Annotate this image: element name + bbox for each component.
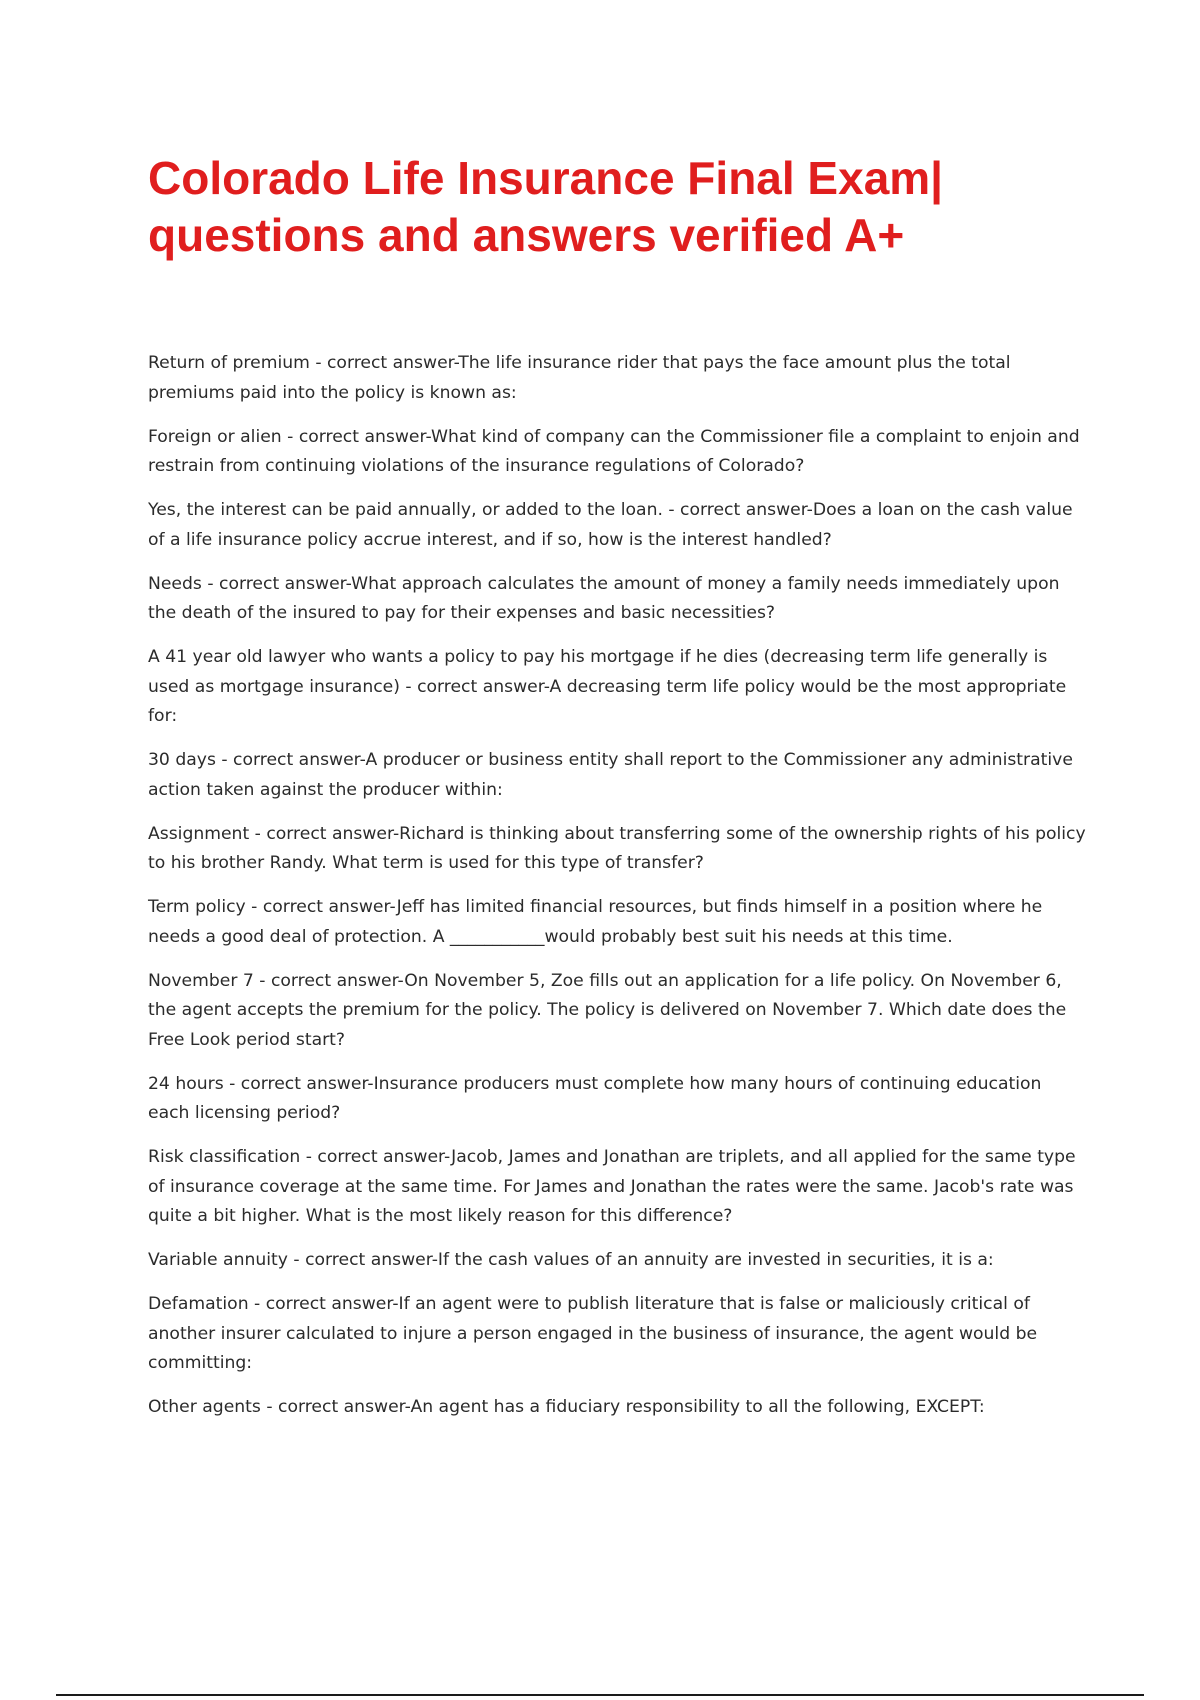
qa-item: Risk classification - correct answer-Jacob, James and Jonathan are triplets, and all applied for the same type of insurance coverage at the same time. For James and Jonathan the rates were the same. Jacob's rate was quite a bit higher. What is the most likely reason for this difference? [148,1147,1076,1226]
bottom-divider [56,1694,1144,1696]
qa-item: A 41 year old lawyer who wants a policy to pay his mortgage if he dies (decreasing term life generally is used as mortgage insurance) - correct answer-A decreasing term life policy would be the most appropriate for: [148,647,1067,726]
qa-item: November 7 - correct answer-On November 5, Zoe fills out an application for a life policy. On November 6, the agent accepts the premium for the policy. The policy is delivered on November 7. Which date does the Free Look period start? [148,970,1067,1050]
title-line-2: questions and answers verified A+ [148,209,905,261]
qa-item: Foreign or alien - correct answer-What kind of company can the Commissioner file a complaint to enjoin and restrain from continuing violations of the insurance regulations of Colorado? [148,426,1080,476]
qa-item: 24 hours - correct answer-Insurance producers must complete how many hours of continuing education each licensing period? [148,1073,1042,1123]
title-line-1: Colorado Life Insurance Final Exam| [148,152,944,204]
qa-item: Yes, the interest can be paid annually, or added to the loan. - correct answer-Does a loan on the cash value of a life insurance policy accrue interest, and if so, how is the interest handled? [148,500,1073,550]
qa-item: 30 days - correct answer-A producer or business entity shall report to the Commissioner any administrative action taken against the producer within: [148,750,1073,800]
qa-item: Assignment - correct answer-Richard is thinking about transferring some of the ownership rights of his policy to his brother Randy. What term is used for this type of transfer? [148,823,1086,873]
qa-item: Other agents - correct answer-An agent has a fiduciary responsibility to all the following, EXCEPT: [148,1397,985,1417]
qa-item: Return of premium - correct answer-The life insurance rider that pays the face amount plus the total premiums paid into the policy is known as: [148,353,1011,403]
document-title [148,150,1108,264]
qa-list [148,349,1088,1437]
qa-item: Term policy - correct answer-Jeff has limited financial resources, but finds himself in a position where he needs a good deal of protection. A ___________would probably best suit his needs at this time. [148,897,1043,947]
qa-item: Needs - correct answer-What approach calculates the amount of money a family needs immediately upon the death of the insured to pay for their expenses and basic necessities? [148,573,1060,623]
qa-item: Defamation - correct answer-If an agent were to publish literature that is false or maliciously critical of another insurer calculated to injure a person engaged in the business of insurance, the agent would be committing: [148,1294,1038,1373]
qa-item: Variable annuity - correct answer-If the cash values of an annuity are invested in securities, it is a: [148,1250,994,1270]
